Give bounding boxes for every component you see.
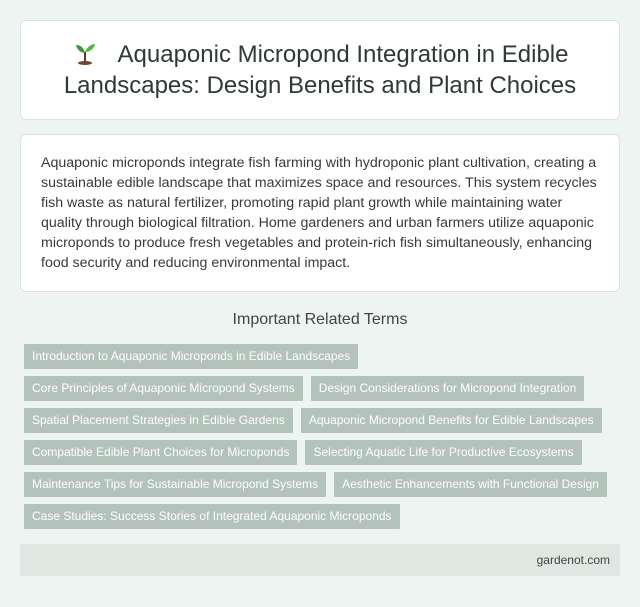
description-card [20, 134, 620, 292]
page-title [41, 39, 599, 101]
related-terms-heading: Important Related Terms [232, 311, 408, 328]
related-term-tag[interactable]: Aquaponic Micropond Benefits for Edible Landscapes [301, 408, 602, 433]
related-term-tag[interactable]: Case Studies: Success Stories of Integrated Aquaponic Microponds [24, 504, 400, 529]
related-terms-list [20, 344, 620, 536]
page-title-text: Aquaponic Micropond Integration in Edible Landscapes: Design Benefits and Plant Choices [63, 41, 577, 99]
related-term-tag[interactable]: Selecting Aquatic Life for Productive Ecosystems [305, 440, 581, 465]
footer-site-link[interactable]: gardenot.com [536, 553, 610, 567]
related-term-tag[interactable]: Aesthetic Enhancements with Functional Design [334, 472, 607, 497]
description-text: Aquaponic microponds integrate fish farming with hydroponic plant cultivation, creating a sustainable edible landscape that maximizes space and resources. This system recycles fish waste as natural fertilizer, promoting rapid plant growth while maintaining water quality through biological filtration. Home gardeners and urban farmers utilize aquaponic microponds to produce fresh vegetables and protein-rich fish simultaneously, enhancing food security and reducing environmental impact. [41, 155, 597, 271]
related-term-tag[interactable]: Design Considerations for Micropond Integration [311, 376, 584, 401]
sprout-icon [72, 41, 98, 65]
related-term-tag[interactable]: Spatial Placement Strategies in Edible Gardens [24, 408, 293, 433]
related-term-tag[interactable]: Introduction to Aquaponic Microponds in Edible Landscapes [24, 344, 358, 369]
related-term-tag[interactable]: Core Principles of Aquaponic Micropond Systems [24, 376, 303, 401]
header-card [20, 20, 620, 120]
related-term-tag[interactable]: Compatible Edible Plant Choices for Microponds [24, 440, 297, 465]
related-term-tag[interactable]: Maintenance Tips for Sustainable Micropond Systems [24, 472, 326, 497]
footer [20, 544, 620, 576]
